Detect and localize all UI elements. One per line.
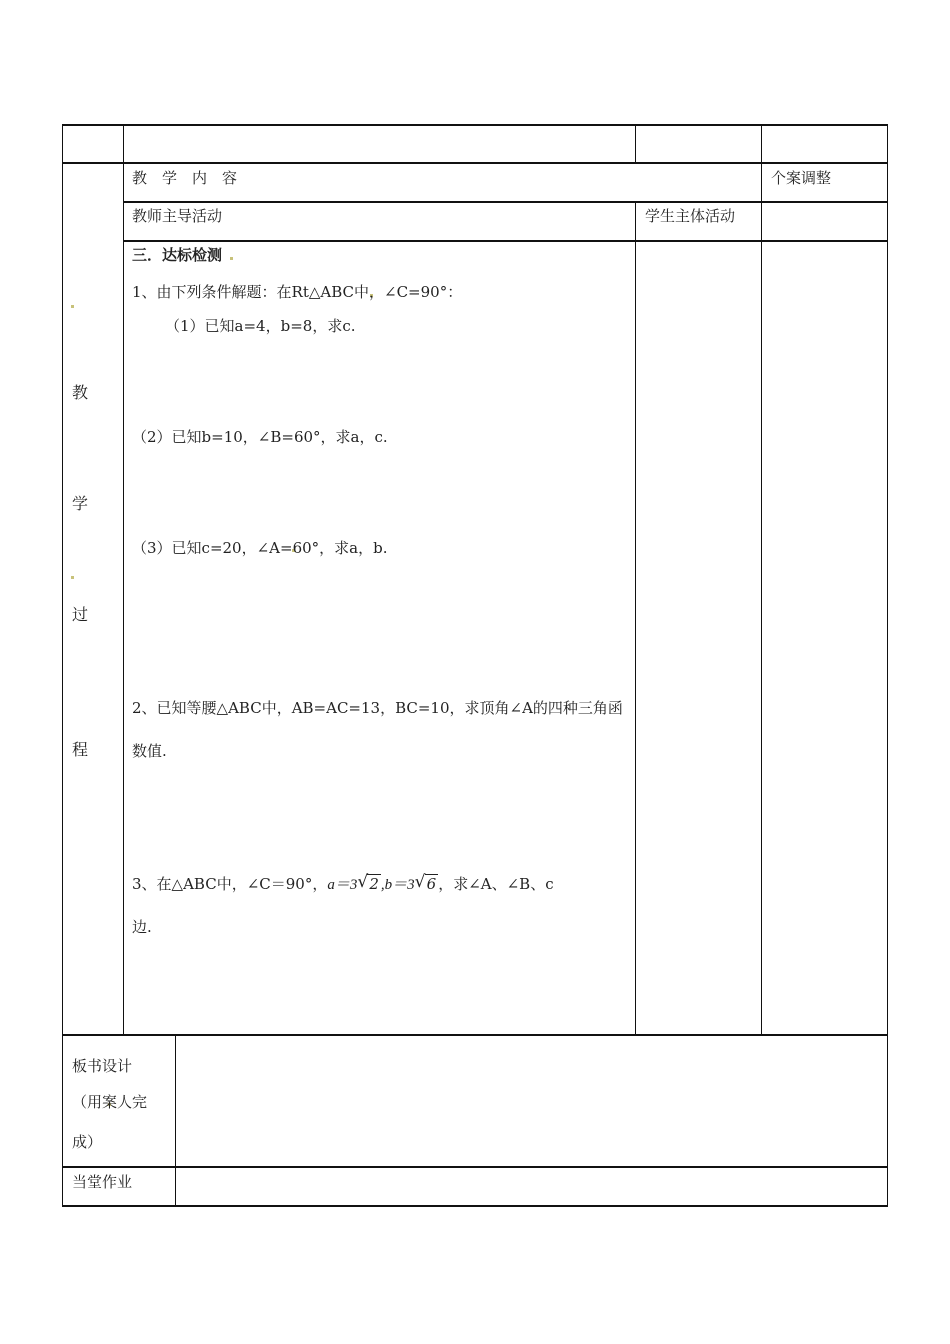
col-divider-student <box>635 201 636 1035</box>
row-divider-4 <box>62 1034 888 1036</box>
row-divider-3 <box>123 240 888 242</box>
table-left-border <box>62 124 63 1207</box>
sqrt-symbol <box>357 874 381 894</box>
student-activity-header: 学生主体活动 <box>645 207 736 225</box>
table-bottom-border <box>62 1205 888 1207</box>
math-variable-a: a <box>327 877 335 893</box>
math-equals-three: ＝3 <box>334 877 358 893</box>
board-design-label: 板书设计 <box>72 1057 133 1075</box>
homework-label: 当堂作业 <box>72 1173 133 1191</box>
table-right-border <box>887 124 888 1207</box>
col-divider-top-a <box>635 124 636 163</box>
side-char-3: 过 <box>72 605 89 624</box>
question-1-part-2: （2）已知b=10，∠B=60°，求a，c. <box>132 428 388 446</box>
sqrt-symbol <box>415 874 439 894</box>
question-3-suffix: ，求∠A、∠B、c <box>438 875 554 893</box>
decorative-dot <box>230 257 233 260</box>
question-3-prefix: 3、在△ABC中，∠C＝90°， <box>132 875 328 893</box>
row-divider-5 <box>62 1166 888 1168</box>
section-title-text: 三．达标检测 <box>132 246 223 264</box>
content-header: 教 学 内 容 <box>132 169 238 187</box>
side-char-4: 程 <box>72 740 89 759</box>
question-1-part-3: （3）已知c=20，∠A=60°，求a，b. <box>132 539 388 557</box>
col-divider-footer <box>175 1034 176 1206</box>
col-divider-side <box>123 124 124 1035</box>
question-2-line-1: 2、已知等腰△ABC中，AB=AC=13，BC=10，求顶角∠A的四种三角函 <box>132 699 623 717</box>
sqrt-radicand: 2 <box>369 875 379 893</box>
question-3-line-2: 边. <box>132 918 152 936</box>
row-divider-1 <box>62 162 888 164</box>
math-equals-three: ＝3 <box>392 877 415 893</box>
question-3-line-1 <box>132 874 554 895</box>
section-title <box>132 245 222 265</box>
teacher-activity-header: 教师主导活动 <box>132 207 223 225</box>
row-divider-2 <box>123 201 888 203</box>
board-design-note-end: 成） <box>72 1133 103 1151</box>
question-2-line-2: 数值. <box>132 742 167 760</box>
col-divider-adjust <box>761 124 762 1035</box>
question-1-part-1: （1）已知a=4，b=8，求c. <box>165 317 356 335</box>
sqrt-radicand: 6 <box>426 875 437 893</box>
table-top-border <box>62 124 888 126</box>
side-char-1: 教 <box>72 383 89 402</box>
math-variable-b: ,b <box>380 877 393 893</box>
decorative-dot <box>71 305 74 308</box>
board-design-note: （用案人完 <box>72 1093 148 1111</box>
decorative-dot <box>71 576 74 579</box>
adjust-header: 个案调整 <box>771 169 832 187</box>
side-char-2: 学 <box>72 494 89 513</box>
question-1: 1、由下列条件解题：在Rt△ABC中，∠C=90°： <box>132 283 463 301</box>
